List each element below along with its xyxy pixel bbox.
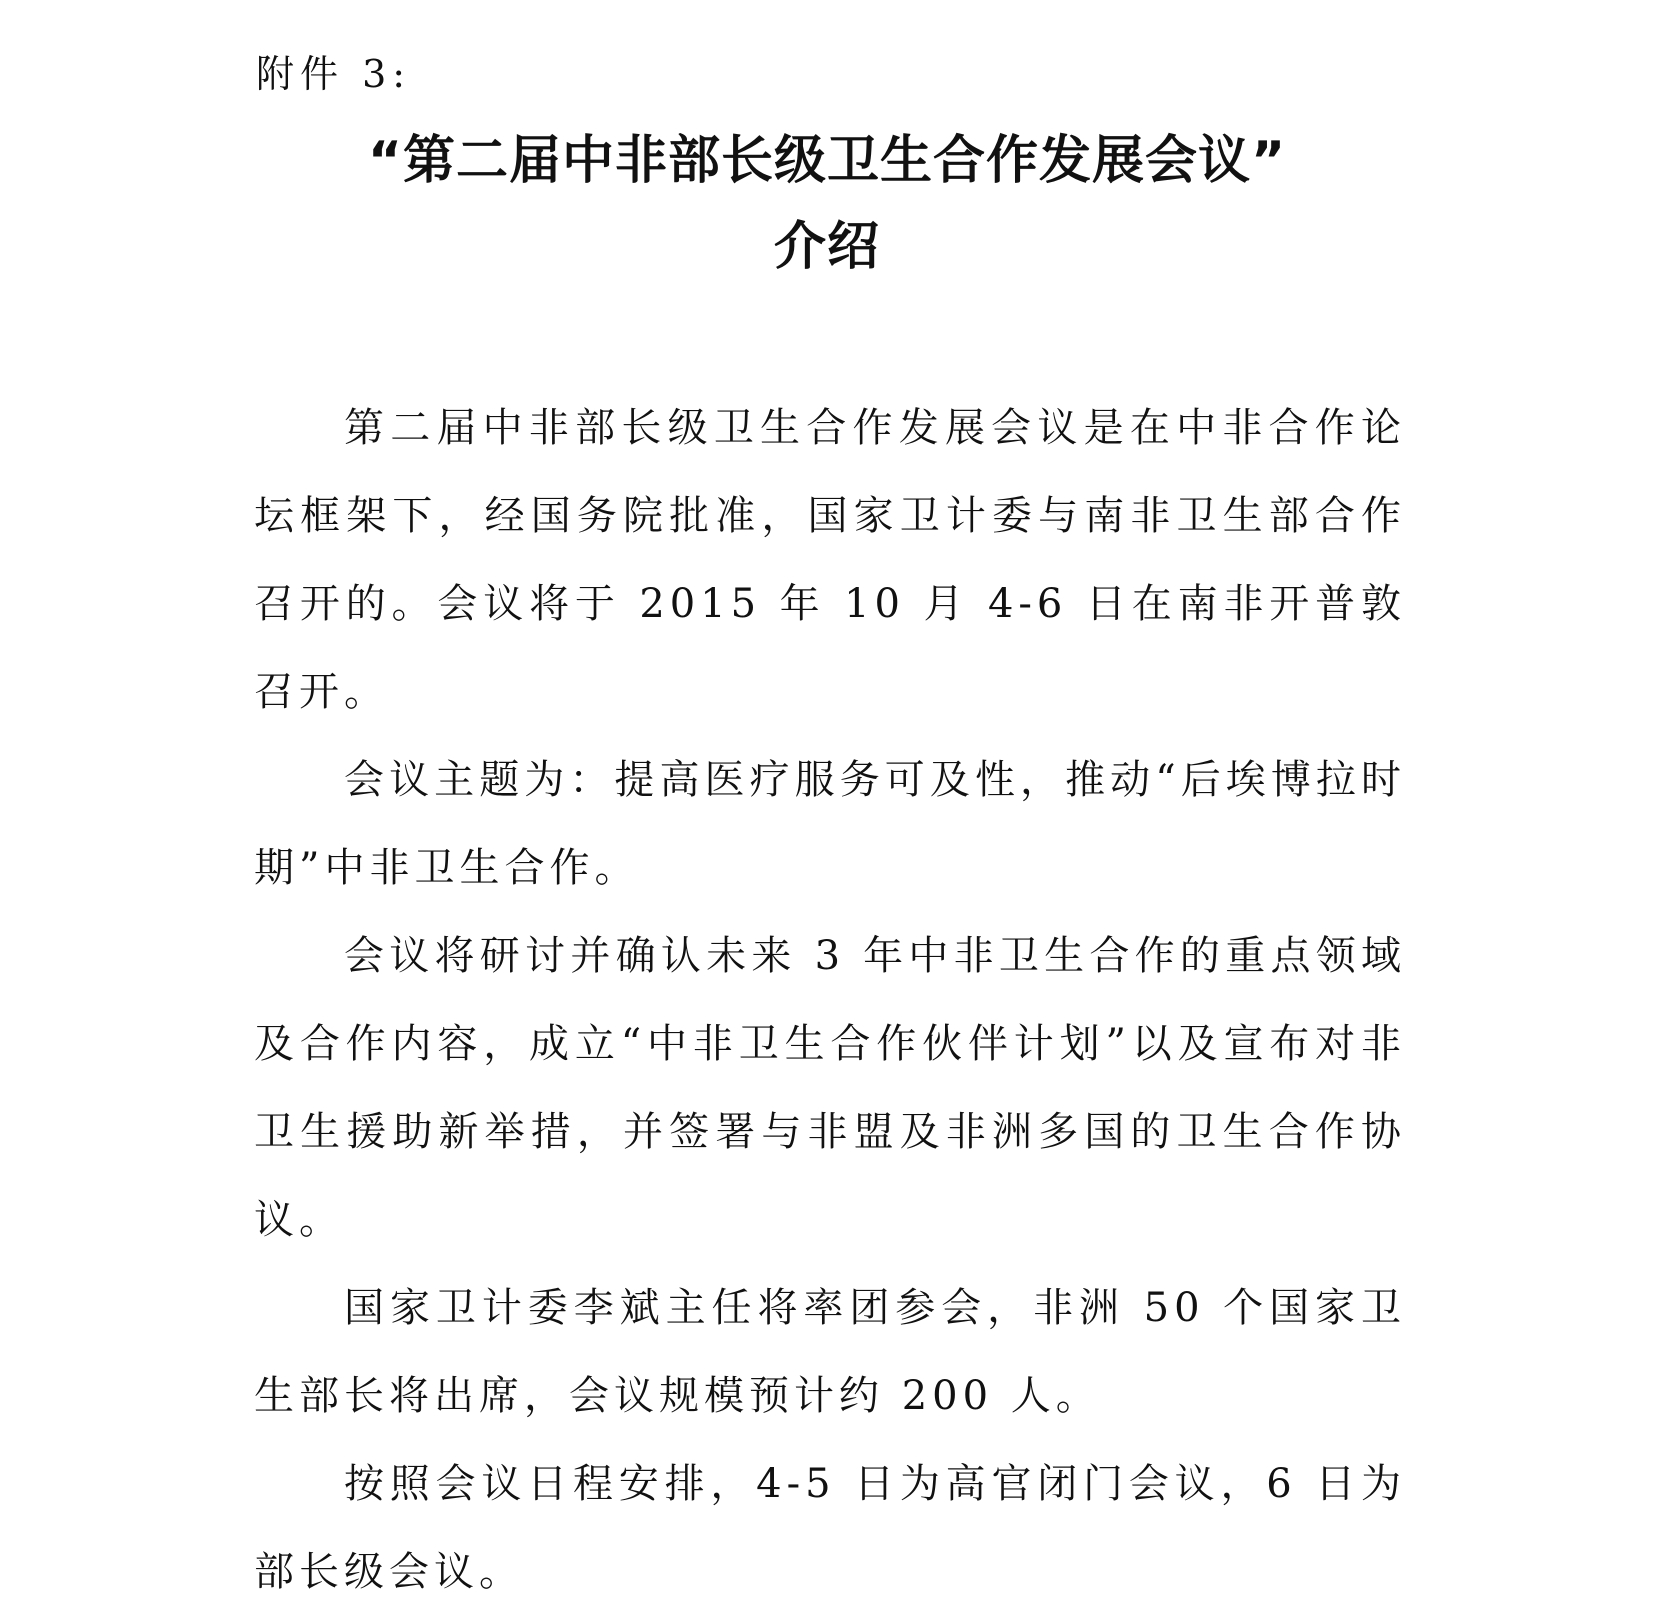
document-title-line-1: “第二届中非部长级卫生合作发展会议” — [367, 131, 1287, 191]
attachment-label: 附件 3: — [256, 52, 412, 96]
paragraph-theme: 会议主题为：提高医疗服务可及性，推动“后埃博拉时期”中非卫生合作。 — [254, 757, 1406, 891]
paragraph-agenda: 会议将研讨并确认未来 3 年中非卫生合作的重点领域及合作内容，成立“中非卫生合作伙伴计划”以及宣布对非卫生援助新举措，并签署与非盟及非洲多国的卫生合作协议。 — [254, 933, 1406, 1243]
paragraph-schedule: 按照会议日程安排，4-5 日为高官闭门会议，6 日为部长级会议。 — [254, 1461, 1406, 1595]
paragraph-attendees: 国家卫计委李斌主任将率团参会，非洲 50 个国家卫生部长将出席，会议规模预计约 200 人。 — [254, 1285, 1406, 1419]
paragraph-intro: 第二届中非部长级卫生合作发展会议是在中非合作论坛框架下，经国务院批准，国家卫计委与南非卫生部合作召开的。会议将于 2015 年 10 月 4-6 日在南非开普敦召开。 — [254, 405, 1406, 715]
document-body — [254, 384, 1406, 1616]
document-title-line-2: 介绍 — [773, 217, 880, 277]
